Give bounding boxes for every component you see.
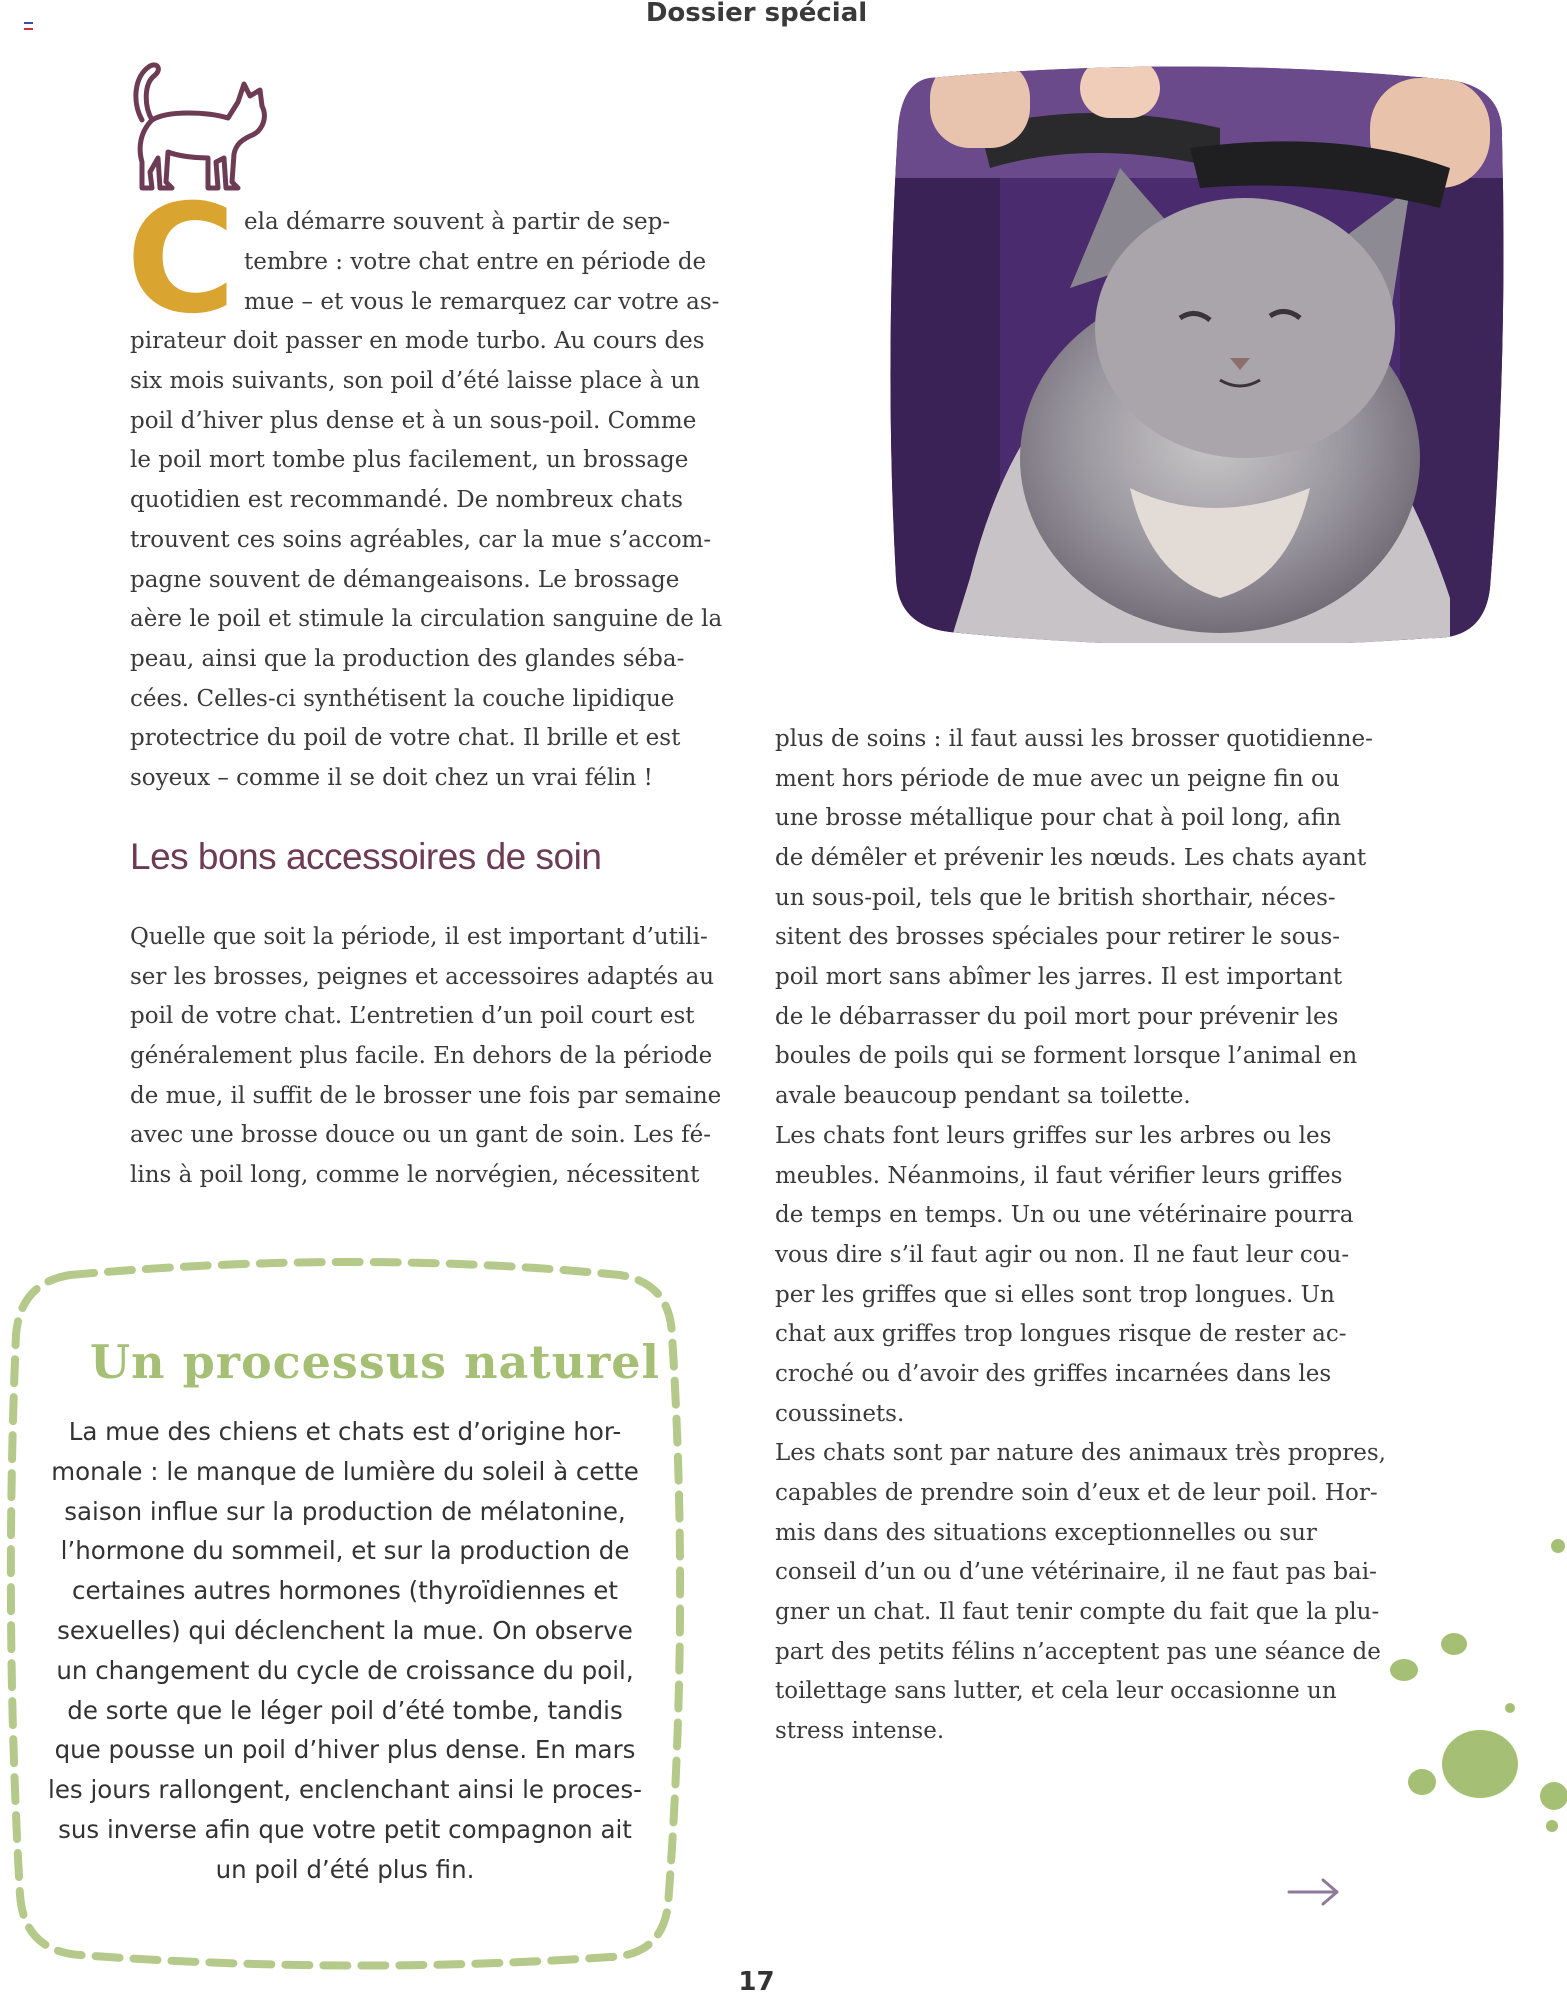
text-line: mis dans des situations exceptionnelles ou sur [775, 1520, 1317, 1546]
text-line: lins à poil long, comme le norvégien, nécessitent [130, 1162, 700, 1188]
text-line: plus de soins : il faut aussi les brosser quotidienne- [775, 726, 1373, 752]
text-line: protectrice du poil de votre chat. Il brille et est [130, 725, 681, 751]
text-line: pagne souvent de démangeaisons. Le brossage [130, 567, 680, 593]
box-line: sexuelles) qui déclenchent la mue. On observe [57, 1615, 633, 1645]
box-line: sus inverse afin que votre petit compagnon ait [58, 1814, 632, 1844]
box-line: de sorte que le léger poil d’été tombe, tandis [67, 1695, 623, 1725]
text-line: aère le poil et stimule la circulation sanguine de la [130, 606, 723, 632]
text-line: un sous-poil, tels que le british shorthair, néces- [775, 885, 1336, 911]
text-line: part des petits félins n’acceptent pas une séance de [775, 1639, 1381, 1665]
text-line: généralement plus facile. En dehors de la période [130, 1043, 713, 1069]
text-line: poil de votre chat. L’entretien d’un poil court est [130, 1003, 695, 1029]
text-line: ela démarre souvent à partir de sep- [244, 209, 671, 235]
text-line: quotidien est recommandé. De nombreux chats [130, 487, 683, 513]
box-line: La mue des chiens et chats est d’origine hor- [68, 1417, 622, 1446]
text-line: ser les brosses, peignes et accessoires adaptés au [130, 964, 715, 990]
text-line: conseil d’un ou d’une vétérinaire, il ne faut pas bai- [775, 1559, 1377, 1585]
decorative-dots [1380, 1520, 1567, 1850]
box-title: Un processus naturel [90, 1335, 661, 1389]
text-line: peau, ainsi que la production des glandes séba- [130, 646, 685, 672]
text-line: avale beaucoup pendant sa toilette. [775, 1083, 1191, 1109]
box-line: certaines autres hormones (thyroïdiennes et [72, 1576, 618, 1606]
box-line: monale : le manque de lumière du soleil à cette [51, 1456, 639, 1486]
text-line: vous dire s’il faut agir ou non. Il ne faut leur cou- [775, 1242, 1350, 1268]
text-line: six mois suivants, son poil d’été laisse place à un [130, 368, 701, 394]
box-line: un poil d’été plus fin. [215, 1854, 475, 1884]
text-line: meubles. Néanmoins, il faut vérifier leurs griffes [775, 1163, 1343, 1189]
text-line: gner un chat. Il faut tenir compte du fait que la plu- [775, 1599, 1380, 1625]
page-number: 17 [738, 1967, 775, 1997]
text-line: chat aux griffes trop longues risque de rester ac- [775, 1321, 1347, 1347]
box-line: les jours rallongent, enclenchant ainsi le proces- [48, 1775, 642, 1805]
box-line: l’hormone du sommeil, et sur la production de [60, 1536, 630, 1566]
text-line: Quelle que soit la période, il est important d’utili- [130, 924, 708, 950]
cat-brushing-photo [890, 58, 1508, 643]
text-line: stress intense. [775, 1718, 945, 1744]
text-line: avec une brosse douce ou un gant de soin. Les fé- [130, 1122, 712, 1148]
box-text [40, 1412, 650, 1890]
text-line: mue – et vous le remarquez car votre as- [244, 289, 720, 315]
text-line: pirateur doit passer en mode turbo. Au cours des [130, 328, 705, 354]
text-line: de le débarrasser du poil mort pour prévenir les [775, 1004, 1339, 1030]
section-label: Dossier spécial [645, 0, 868, 28]
box-line: que pousse un poil d’hiver plus dense. En mars [54, 1735, 636, 1765]
text-line: ment hors période de mue avec un peigne fin ou [775, 766, 1340, 792]
text-line: croché ou d’avoir des griffes incarnées dans les [775, 1361, 1332, 1387]
text-line: une brosse métallique pour chat à poil long, afin [775, 805, 1342, 831]
text-line: trouvent ces soins agréables, car la mue s’accom- [130, 527, 712, 553]
text-line: poil d’hiver plus dense et à un sous-poil. Comme [130, 408, 697, 434]
text-line: de temps en temps. Un ou une vétérinaire pourra [775, 1202, 1354, 1228]
text-line: poil mort sans abîmer les jarres. Il est important [775, 964, 1343, 990]
text-line: sitent des brosses spéciales pour retirer le sous- [775, 924, 1341, 950]
box-line: un changement du cycle de croissance du poil, [56, 1655, 634, 1685]
text-line: per les griffes que si elles sont trop longues. Un [775, 1282, 1335, 1308]
text-line: de démêler et prévenir les nœuds. Les chats ayant [775, 845, 1367, 871]
arrow-right-icon[interactable] [1285, 1872, 1345, 1912]
text-line: Les chats sont par nature des animaux très propres, [775, 1440, 1386, 1466]
drop-cap: C [126, 173, 237, 347]
text-line: Les chats font leurs griffes sur les arbres ou les [775, 1123, 1332, 1149]
text-line: tembre : votre chat entre en période de [244, 249, 707, 275]
text-line: capables de prendre soin d’eux et de leur poil. Hor- [775, 1480, 1378, 1506]
text-line: de mue, il suffit de le brosser une fois par semaine [130, 1083, 722, 1109]
text-line: boules de poils qui se forment lorsque l’animal en [775, 1043, 1358, 1069]
text-line: coussinets. [775, 1401, 905, 1427]
text-line: cées. Celles-ci synthétisent la couche lipidique [130, 686, 675, 712]
box-line: saison influe sur la production de mélatonine, [64, 1496, 626, 1526]
subheading: Les bons accessoires de soin [130, 836, 602, 877]
text-line: toilettage sans lutter, et cela leur occasionne un [775, 1678, 1337, 1704]
text-line: soyeux – comme il se doit chez un vrai félin ! [130, 765, 653, 791]
text-line: le poil mort tombe plus facilement, un brossage [130, 447, 689, 473]
